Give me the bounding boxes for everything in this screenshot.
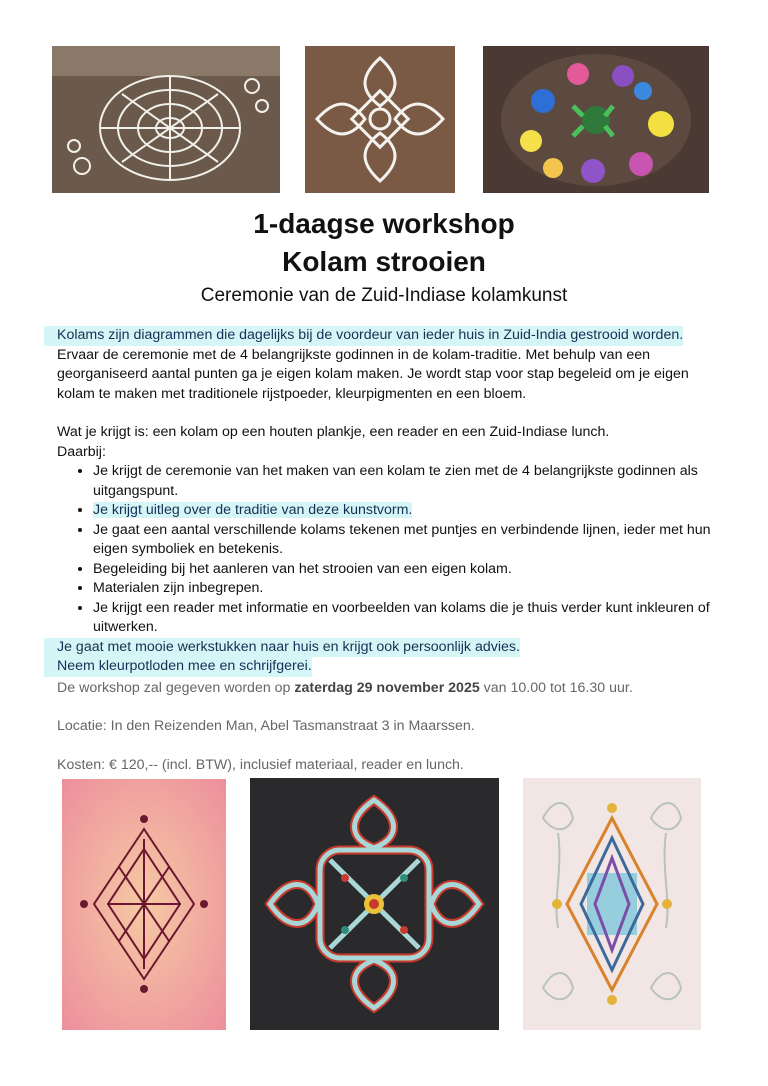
- closing-advice: Je gaat met mooie werkstukken naar huis en krijgt ook persoonlijk advies.: [44, 638, 520, 658]
- list-item: • Begeleiding bij het aanleren van het strooien van een eigen kolam.: [93, 560, 727, 580]
- photo-lotus-kolam: [523, 778, 701, 1030]
- subtitle: Ceremonie van de Zuid-Indiase kolamkunst: [200, 285, 568, 306]
- workshop-date: zaterdag 29 november 2025: [294, 679, 480, 696]
- photo-pink-kolam: [62, 779, 226, 1030]
- daarbij-label: Daarbij:: [57, 443, 106, 460]
- list-item: • Materialen zijn inbegrepen.: [93, 579, 727, 599]
- closing-bring: Neem kleurpotloden mee en schrijfgerei.: [44, 657, 312, 677]
- photo-black-board-kolam: [250, 778, 499, 1030]
- location-line: Locatie: In den Reizenden Man, Abel Tasmanstraat 3 in Maarssen.: [57, 718, 475, 734]
- intro-highlight: Kolams zijn diagrammen die dagelijks bij de voordeur van ieder huis in Zuid-India gestrooid worden.: [44, 326, 683, 346]
- list-item: • Je krijgt uitleg over de traditie van deze kunstvorm.: [93, 501, 727, 521]
- photo-flower-kolam: [483, 46, 709, 193]
- title-line-2: Kolam strooien: [282, 246, 486, 277]
- photo-white-knot-kolam: [305, 46, 455, 193]
- list-item: • Je krijgt de ceremonie van het maken van een kolam te zien met de 4 belangrijkste godinnen als uitgangspunt.: [93, 462, 727, 501]
- date-line: De workshop zal gegeven worden op zaterdag 29 november 2025 van 10.00 tot 16.30 uur.: [57, 679, 633, 696]
- intro-body: Ervaar de ceremonie met de 4 belangrijkste godinnen in de kolam-traditie. Met behulp van een georganiseerd aantal punten ga je eigen kolam maken. Je wordt stap voor stap begeleid om je eigen kolam te maken met traditionele rijstpoeder, kleurpigmenten en een bloem.: [57, 346, 689, 402]
- what-you-get: Wat je krijgt is: een kolam op een houten plankje, een reader en een Zuid-Indiase lunch.: [57, 424, 610, 440]
- list-item: • Je krijgt een reader met informatie en voorbeelden van kolams die je thuis verder kunt inkleuren of uitwerken.: [93, 599, 727, 638]
- list-item: • Je gaat een aantal verschillende kolams tekenen met puntjes en verbindende lijnen, ieder met hun eigen symboliek en betekenis.: [93, 521, 727, 560]
- title-line-1: 1-daagse workshop: [253, 208, 515, 239]
- costs-line: Kosten: € 120,-- (incl. BTW), inclusief materiaal, reader en lunch.: [57, 756, 464, 773]
- photo-white-kolam-ground: [52, 46, 280, 193]
- body-content: [57, 326, 727, 775]
- benefits-list: [57, 462, 727, 638]
